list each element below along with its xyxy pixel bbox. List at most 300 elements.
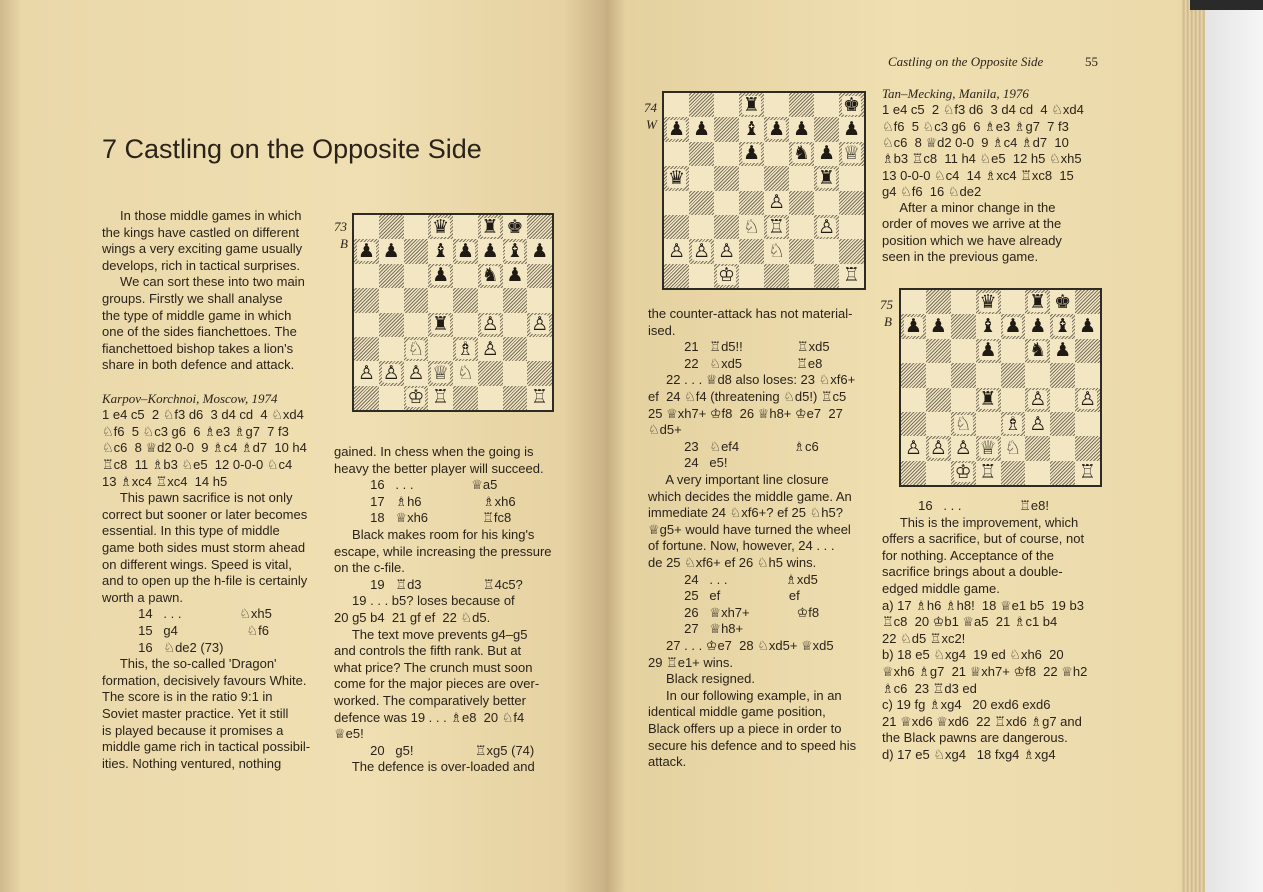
board-square — [951, 388, 976, 412]
board-square — [404, 288, 429, 312]
board-square — [1025, 412, 1050, 436]
board-square — [527, 361, 552, 385]
board-square — [814, 142, 839, 166]
black-pawn-icon: ♟ — [667, 118, 686, 141]
text-line: 29 ♖e1+ wins. — [648, 654, 734, 670]
board-square — [478, 215, 503, 239]
white-knight-icon: ♘ — [407, 337, 425, 360]
board-square — [527, 313, 552, 337]
black-bishop-icon: ♝ — [742, 118, 761, 141]
text-line: escape, while increasing the pressure — [334, 543, 552, 559]
black-rook-icon: ♜ — [979, 388, 997, 411]
board-square — [764, 191, 789, 215]
board-square — [976, 314, 1001, 338]
text-line: the kings have castled on different — [102, 224, 300, 240]
board-square — [839, 264, 864, 288]
text-line: 21 ♖d5!! ♖xd5 — [648, 339, 830, 355]
board-square — [1001, 363, 1026, 387]
board-square — [689, 191, 714, 215]
text-line: Soviet master practice. Yet it still — [102, 706, 289, 721]
black-king-icon: ♚ — [506, 215, 524, 238]
board-square — [503, 313, 528, 337]
board-square — [354, 215, 379, 239]
board-square — [1001, 290, 1026, 314]
dark-strip — [1190, 0, 1263, 10]
board-square — [664, 191, 689, 215]
board-square — [379, 337, 404, 361]
white-knight-icon: ♘ — [456, 361, 474, 384]
text-line: ef 24 ♘f4 (threatening ♘d5!) ♖c5 — [648, 389, 847, 404]
board-square — [503, 337, 528, 361]
text-line: In those middle games in which — [102, 208, 302, 223]
text-line: sacrifice brings about a double- — [882, 564, 1063, 580]
board-square — [1001, 461, 1026, 485]
text-line: This is the improvement, which — [882, 514, 1079, 530]
text-line: order of moves we arrive at the — [882, 216, 1062, 232]
text-line: 1 e4 c5 2 ♘f3 d6 3 d4 cd 4 ♘xd4 — [882, 102, 1084, 118]
board-square — [428, 215, 453, 239]
board-square — [1050, 290, 1075, 314]
white-bishop-icon: ♗ — [456, 337, 474, 360]
right-page — [606, 0, 1193, 892]
board-square — [764, 117, 789, 141]
text-line: A very important line closure — [648, 472, 829, 487]
board-square — [503, 288, 528, 312]
board-square — [764, 215, 789, 239]
board-square — [689, 215, 714, 239]
black-queen-icon: ♛ — [979, 290, 997, 313]
board-square — [1075, 290, 1100, 314]
diagram-73-side: B — [340, 236, 348, 251]
black-king-icon: ♚ — [1054, 290, 1072, 313]
background-margin — [1205, 0, 1263, 892]
board-square — [1050, 339, 1075, 363]
board-square — [354, 337, 379, 361]
board-square — [664, 264, 689, 288]
text-line: ised. — [648, 322, 676, 338]
board-square — [739, 142, 764, 166]
board-square — [354, 386, 379, 410]
black-bishop-icon: ♝ — [506, 240, 524, 263]
text-line: worked. The comparatively better — [334, 693, 526, 708]
text-line: edged middle game. — [882, 581, 1000, 596]
text-line: develops, rich in tactical surprises. — [102, 257, 300, 273]
board-square — [814, 117, 839, 141]
black-pawn-icon: ♟ — [1004, 315, 1022, 338]
board-square — [354, 313, 379, 337]
board-square — [664, 117, 689, 141]
text-line: 13 0-0-0 ♘c4 14 ♗xc4 ♖xc8 15 — [882, 167, 1074, 183]
text-line: 15 g4 ♘f6 — [102, 623, 269, 638]
diagram-74-side: W — [646, 117, 657, 132]
black-pawn-icon: ♟ — [817, 142, 836, 165]
text-line: gained. In chess when the going is — [334, 444, 534, 459]
white-pawn-icon: ♙ — [817, 215, 836, 238]
board-square — [926, 461, 951, 485]
chapter-heading: 7 Castling on the Opposite Side — [102, 134, 482, 164]
board-square — [764, 239, 789, 263]
board-square — [1025, 461, 1050, 485]
text-line: which decides the middle game. An — [648, 488, 852, 504]
black-pawn-icon: ♟ — [979, 339, 997, 362]
text-line: ♗c6 23 ♖d3 ed — [882, 680, 977, 696]
text-line: 27 ♕h8+ — [648, 621, 744, 637]
board-square — [739, 117, 764, 141]
board-square — [1025, 388, 1050, 412]
board-square — [428, 337, 453, 361]
board-square — [901, 436, 926, 460]
board-square — [789, 142, 814, 166]
board-square — [739, 191, 764, 215]
board-square — [379, 239, 404, 263]
board-square — [901, 412, 926, 436]
text-line: 20 g5! ♖xg5 (74) — [334, 742, 535, 758]
board-square — [814, 93, 839, 117]
board-square — [453, 288, 478, 312]
board-square — [951, 314, 976, 338]
white-knight-icon: ♘ — [742, 215, 761, 238]
text-line: de 25 ♘xf6+ ef 26 ♘h5 wins. — [648, 555, 817, 570]
text-line: 25 ♕xh7+ ♔f8 26 ♕h8+ ♔e7 27 — [648, 405, 843, 421]
text-line: identical middle game position, — [648, 704, 826, 720]
board-square — [689, 117, 714, 141]
white-king-icon: ♔ — [717, 264, 736, 287]
board-square — [664, 215, 689, 239]
text-line: ♕e5! — [334, 726, 364, 742]
black-rook-icon: ♜ — [742, 93, 761, 116]
left-page — [0, 0, 606, 892]
text-line: ♗b3 ♖c8 11 h4 ♘e5 12 h5 ♘xh5 — [882, 151, 1082, 167]
board-square — [1075, 363, 1100, 387]
white-rook-icon: ♖ — [842, 264, 861, 287]
board-square — [739, 239, 764, 263]
text-line: what price? The crunch must soon — [334, 659, 533, 675]
board-square — [404, 264, 429, 288]
black-pawn-icon: ♟ — [792, 118, 811, 141]
board-square — [664, 93, 689, 117]
board-square — [1075, 339, 1100, 363]
text-line: share in both defence and attack. — [102, 357, 295, 373]
board-square — [901, 339, 926, 363]
text-line: ♘c6 8 ♕d2 0-0 9 ♗c4 ♗d7 10 h4 — [102, 440, 307, 456]
board-square — [951, 461, 976, 485]
board-square — [453, 337, 478, 361]
text-line: 18 ♕xh6 ♖fc8 — [334, 510, 512, 526]
page-edges — [1181, 0, 1205, 892]
board-square — [814, 166, 839, 190]
board-square — [714, 93, 739, 117]
text-line: ♘f6 5 ♘c3 g6 6 ♗e3 ♗g7 7 f3 — [882, 118, 1069, 134]
board-square — [714, 142, 739, 166]
text-line: We can sort these into two main — [102, 274, 305, 290]
board-square — [739, 93, 764, 117]
white-pawn-icon: ♙ — [481, 313, 499, 336]
board-square — [976, 461, 1001, 485]
text-line: The text move prevents g4–g5 — [334, 626, 528, 642]
text-line: ♖c8 11 ♗b3 ♘e5 12 0-0-0 ♘c4 — [102, 457, 293, 472]
black-bishop-icon: ♝ — [1054, 315, 1072, 338]
board-square — [428, 361, 453, 385]
board-square — [789, 215, 814, 239]
board-square — [926, 339, 951, 363]
text-line: 16 . . . ♖e8! — [882, 498, 1049, 513]
board-square — [428, 288, 453, 312]
text-line: This, the so-called 'Dragon' — [102, 656, 277, 672]
board-square — [503, 215, 528, 239]
text-line: ities. Nothing ventured, nothing — [102, 755, 282, 771]
text-line: 26 ♕xh7+ ♔f8 — [648, 604, 820, 620]
black-pawn-icon: ♟ — [357, 240, 375, 263]
page-number: 55 — [1085, 54, 1098, 69]
white-pawn-icon: ♙ — [954, 436, 972, 459]
text-line: 21 ♕xd6 ♕xd6 22 ♖xd6 ♗g7 and — [882, 713, 1082, 729]
white-pawn-icon: ♙ — [692, 239, 711, 262]
board-square — [404, 386, 429, 410]
white-pawn-icon: ♙ — [904, 436, 922, 459]
white-pawn-icon: ♙ — [481, 337, 499, 360]
diagram-75-number: 75 — [880, 297, 893, 312]
black-king-icon: ♚ — [842, 93, 861, 116]
board-square — [714, 264, 739, 288]
text-line: offers a sacrifice, but of course, not — [882, 531, 1085, 547]
board-square — [739, 215, 764, 239]
text-line: game both sides must storm ahead — [102, 540, 306, 555]
board-square — [1075, 436, 1100, 460]
board-square — [764, 264, 789, 288]
board-square — [527, 215, 552, 239]
board-square — [379, 288, 404, 312]
board-square — [1025, 339, 1050, 363]
text-line: secure his defence and to speed his — [648, 737, 857, 753]
board-square — [379, 313, 404, 337]
board-square — [1050, 388, 1075, 412]
board-square — [503, 239, 528, 263]
board-square — [976, 412, 1001, 436]
board-square — [1025, 314, 1050, 338]
text-line: heavy the better player will succeed. — [334, 460, 544, 476]
board-square — [839, 215, 864, 239]
black-bishop-icon: ♝ — [979, 315, 997, 338]
text-line: and controls the fifth rank. But at — [334, 643, 522, 659]
black-knight-icon: ♞ — [1029, 339, 1047, 362]
board-square — [951, 290, 976, 314]
board-square — [527, 337, 552, 361]
white-pawn-icon: ♙ — [717, 239, 736, 262]
board-square — [951, 436, 976, 460]
diagram-75-side: B — [884, 314, 892, 329]
board-square — [453, 386, 478, 410]
black-rook-icon: ♜ — [817, 166, 836, 189]
text-line: on different wings. Speed is vital, — [102, 556, 292, 572]
board-square — [689, 166, 714, 190]
board-square — [527, 288, 552, 312]
chess-diagram-75 — [899, 288, 1102, 487]
board-square — [951, 363, 976, 387]
board-square — [354, 361, 379, 385]
text-line: on the c-file. — [334, 560, 405, 576]
text-line: ♘f6 5 ♘c3 g6 6 ♗e3 ♗g7 7 f3 — [102, 423, 289, 439]
board-square — [714, 215, 739, 239]
board-square — [901, 290, 926, 314]
board-square — [689, 264, 714, 288]
text-line: 13 ♗xc4 ♖xc4 14 h5 — [102, 473, 228, 489]
text-line: wings a very exciting game usually — [102, 241, 303, 257]
white-pawn-icon: ♙ — [407, 361, 425, 384]
board-square — [976, 290, 1001, 314]
board-square — [428, 264, 453, 288]
board-square — [976, 363, 1001, 387]
board-square — [379, 386, 404, 410]
text-line: a) 17 ♗h6 ♗h8! 18 ♕e1 b5 19 b3 — [882, 597, 1084, 613]
board-square — [379, 264, 404, 288]
board-square — [664, 142, 689, 166]
board-square — [404, 215, 429, 239]
text-line: middle game rich in tactical possibil- — [102, 739, 311, 755]
white-pawn-icon: ♙ — [1029, 388, 1047, 411]
board-square — [478, 264, 503, 288]
white-pawn-icon: ♙ — [357, 361, 375, 384]
black-pawn-icon: ♟ — [767, 118, 786, 141]
text-line: essential. In this type of middle — [102, 523, 280, 539]
board-square — [764, 93, 789, 117]
board-square — [503, 264, 528, 288]
text-line: After a minor change in the — [882, 200, 1056, 216]
board-square — [739, 264, 764, 288]
board-square — [354, 264, 379, 288]
board-square — [478, 288, 503, 312]
board-square — [926, 388, 951, 412]
white-pawn-icon: ♙ — [929, 436, 947, 459]
board-square — [926, 436, 951, 460]
white-knight-icon: ♘ — [1004, 436, 1022, 459]
board-square — [789, 117, 814, 141]
black-pawn-icon: ♟ — [1029, 315, 1047, 338]
black-pawn-icon: ♟ — [929, 315, 947, 338]
text-line: Black makes room for his king's — [334, 527, 535, 542]
board-square — [527, 239, 552, 263]
board-square — [814, 215, 839, 239]
chess-diagram-74 — [662, 91, 866, 290]
board-square — [478, 361, 503, 385]
black-pawn-icon: ♟ — [692, 118, 711, 141]
board-square — [354, 288, 379, 312]
white-knight-icon: ♘ — [767, 239, 786, 262]
board-square — [789, 264, 814, 288]
board-square — [404, 313, 429, 337]
text-line: d) 17 e5 ♘xg4 18 fxg4 ♗xg4 — [882, 747, 1056, 762]
text-line: 17 ♗h6 ♗xh6 — [334, 493, 516, 509]
board-square — [926, 314, 951, 338]
board-square — [839, 117, 864, 141]
text-line: 27 . . . ♔e7 28 ♘xd5+ ♕xd5 — [648, 638, 834, 653]
white-pawn-icon: ♙ — [767, 191, 786, 214]
board-square — [1075, 388, 1100, 412]
board-square — [1001, 436, 1026, 460]
text-line: 25 ef ef — [648, 588, 800, 604]
board-square — [379, 215, 404, 239]
board-square — [714, 117, 739, 141]
white-queen-icon: ♕ — [432, 361, 450, 384]
text-line: ♕xh6 ♗g7 21 ♕xh7+ ♔f8 22 ♕h2 — [882, 664, 1088, 679]
white-queen-icon: ♕ — [979, 436, 997, 459]
text-line: The score is in the ratio 9:1 in — [102, 689, 273, 705]
board-square — [976, 339, 1001, 363]
black-bishop-icon: ♝ — [432, 240, 450, 263]
black-pawn-icon: ♟ — [904, 315, 922, 338]
board-square — [1050, 412, 1075, 436]
text-line: position which we have already — [882, 232, 1062, 248]
text-line: 20 g5 b4 21 gf ef 22 ♘d5. — [334, 610, 491, 625]
black-rook-icon: ♜ — [1029, 290, 1047, 313]
white-knight-icon: ♘ — [954, 412, 972, 435]
board-square — [1050, 363, 1075, 387]
board-square — [839, 191, 864, 215]
text-line: is played because it promises a — [102, 722, 284, 738]
board-square — [404, 361, 429, 385]
board-square — [839, 239, 864, 263]
board-square — [714, 239, 739, 263]
white-bishop-icon: ♗ — [1004, 412, 1022, 435]
text-line: ♘d5+ — [648, 422, 682, 438]
white-pawn-icon: ♙ — [667, 239, 686, 262]
text-line: attack. — [648, 754, 687, 770]
board-square — [764, 166, 789, 190]
board-square — [664, 239, 689, 263]
white-rook-icon: ♖ — [432, 386, 450, 409]
text-line: groups. Firstly we shall analyse — [102, 291, 283, 306]
board-square — [453, 313, 478, 337]
text-line: one of the sides fianchettoes. The — [102, 324, 297, 340]
board-square — [976, 436, 1001, 460]
board-square — [527, 264, 552, 288]
text-line: worth a pawn. — [102, 589, 183, 605]
board-square — [379, 361, 404, 385]
board-square — [951, 339, 976, 363]
text-line: seen in the previous game. — [882, 249, 1039, 264]
board-square — [764, 142, 789, 166]
white-queen-icon: ♕ — [842, 142, 861, 165]
board-square — [1001, 388, 1026, 412]
text-line: the counter-attack has not material- — [648, 306, 853, 321]
board-square — [901, 314, 926, 338]
text-line: 23 ♘ef4 ♗c6 — [648, 438, 819, 454]
text-line: 16 ♘de2 (73) — [102, 639, 224, 655]
text-line: b) 18 e5 ♘xg4 19 ed ♘xh6 20 — [882, 647, 1064, 663]
text-line: This pawn sacrifice is not only — [102, 490, 293, 506]
text-line: 19 . . . b5? loses because of — [334, 593, 515, 609]
board-square — [453, 361, 478, 385]
text-line: g4 ♘f6 16 ♘de2 — [882, 183, 982, 199]
board-square — [503, 361, 528, 385]
black-rook-icon: ♜ — [481, 215, 499, 238]
board-square — [1001, 412, 1026, 436]
white-pawn-icon: ♙ — [531, 313, 549, 336]
text-line: Tan–Mecking, Manila, 1976 — [882, 86, 1029, 101]
text-line: and to open up the h-file is certainly — [102, 573, 308, 589]
white-rook-icon: ♖ — [979, 461, 997, 484]
white-rook-icon: ♖ — [767, 215, 786, 238]
white-pawn-icon: ♙ — [1079, 388, 1097, 411]
board-square — [714, 191, 739, 215]
white-king-icon: ♔ — [954, 461, 972, 484]
board-square — [1050, 461, 1075, 485]
board-square — [976, 388, 1001, 412]
running-head: Castling on the Opposite Side — [888, 54, 1044, 69]
black-pawn-icon: ♟ — [842, 118, 861, 141]
board-square — [354, 239, 379, 263]
board-square — [951, 412, 976, 436]
board-square — [453, 215, 478, 239]
